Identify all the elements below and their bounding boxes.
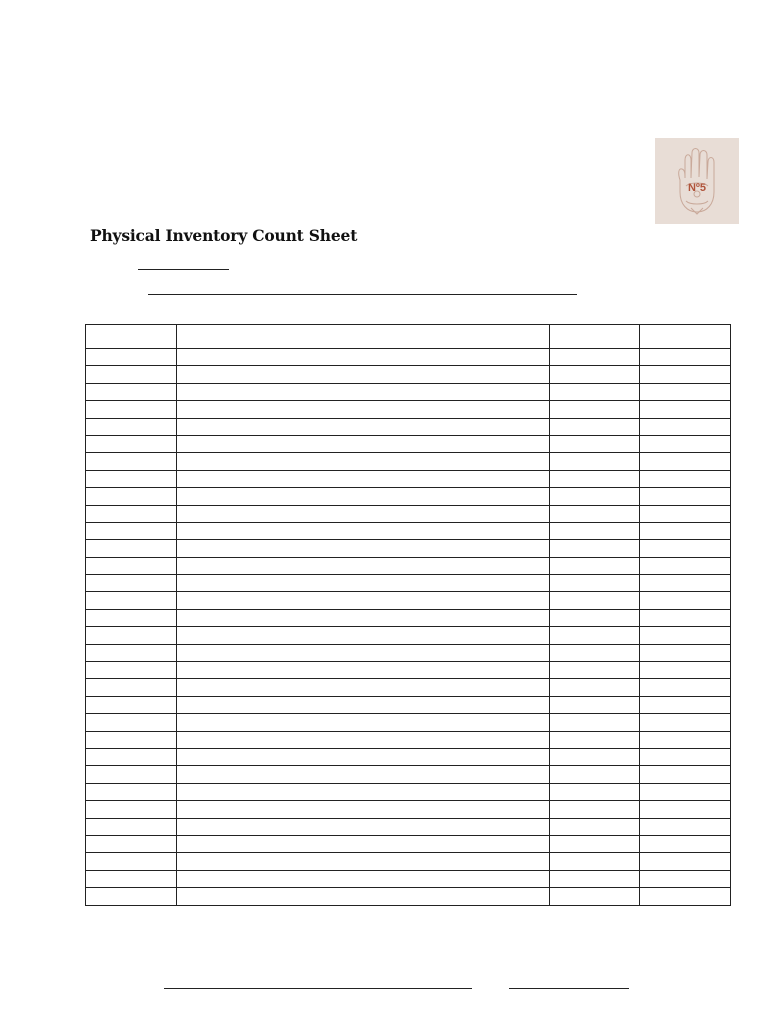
table-cell (86, 801, 177, 818)
table-cell (177, 801, 550, 818)
table-cell (640, 609, 731, 626)
signature-date-line (509, 988, 629, 989)
table-cell (86, 766, 177, 783)
table-cell (640, 575, 731, 592)
table-cell (86, 540, 177, 557)
table-cell (86, 679, 177, 696)
table-cell (86, 522, 177, 539)
table-cell (550, 540, 640, 557)
table-row (86, 714, 731, 731)
table-row (86, 575, 731, 592)
table-cell (177, 679, 550, 696)
table-row (86, 731, 731, 748)
table-cell (640, 540, 731, 557)
table-cell (640, 870, 731, 887)
inventory-table (85, 324, 731, 906)
table-cell (640, 453, 731, 470)
table-cell (177, 383, 550, 400)
table-cell (640, 835, 731, 852)
table-cell (640, 366, 731, 383)
table-cell (177, 853, 550, 870)
table-cell (86, 349, 177, 366)
table-cell (86, 505, 177, 522)
table-cell (86, 748, 177, 765)
table-cell (177, 696, 550, 713)
table-cell (86, 366, 177, 383)
table-row (86, 627, 731, 644)
table-cell (177, 783, 550, 800)
table-cell (177, 748, 550, 765)
table-cell (177, 453, 550, 470)
table-row (86, 540, 731, 557)
table-cell (550, 609, 640, 626)
table-cell (86, 325, 177, 349)
table-cell (177, 731, 550, 748)
table-cell (86, 696, 177, 713)
counted-by-signature-line (164, 988, 472, 989)
table-cell (550, 748, 640, 765)
table-row (86, 609, 731, 626)
table-cell (640, 801, 731, 818)
table-cell (640, 783, 731, 800)
table-cell (550, 714, 640, 731)
table-cell (177, 540, 550, 557)
table-cell (177, 835, 550, 852)
table-cell (86, 644, 177, 661)
table-cell (86, 835, 177, 852)
table-cell (86, 853, 177, 870)
table-cell (550, 679, 640, 696)
table-row (86, 783, 731, 800)
table-cell (86, 418, 177, 435)
table-cell (550, 662, 640, 679)
table-cell (640, 662, 731, 679)
table-row (86, 835, 731, 852)
table-row (86, 748, 731, 765)
table-cell (177, 505, 550, 522)
table-row (86, 470, 731, 487)
table-cell (640, 522, 731, 539)
table-row (86, 349, 731, 366)
table-cell (640, 470, 731, 487)
table-cell (550, 325, 640, 349)
table-cell (550, 575, 640, 592)
table-row (86, 505, 731, 522)
table-row (86, 453, 731, 470)
table-row (86, 818, 731, 835)
table-cell (550, 644, 640, 661)
table-cell (550, 853, 640, 870)
table-cell (640, 383, 731, 400)
table-cell (550, 835, 640, 852)
table-cell (550, 505, 640, 522)
table-cell (177, 644, 550, 661)
table-cell (86, 888, 177, 905)
table-cell (640, 766, 731, 783)
table-cell (640, 592, 731, 609)
table-cell (640, 401, 731, 418)
table-row (86, 488, 731, 505)
table-row (86, 870, 731, 887)
table-cell (550, 557, 640, 574)
table-cell (86, 383, 177, 400)
table-cell (640, 627, 731, 644)
table-cell (177, 325, 550, 349)
location-line (148, 294, 577, 295)
table-cell (177, 609, 550, 626)
logo-label: Nº5 (687, 182, 707, 194)
table-cell (550, 522, 640, 539)
table-row (86, 366, 731, 383)
table-cell (86, 470, 177, 487)
table-cell (86, 592, 177, 609)
table-row (86, 853, 731, 870)
table-cell (550, 418, 640, 435)
table-cell (86, 714, 177, 731)
table-cell (550, 470, 640, 487)
table-cell (177, 488, 550, 505)
table-cell (86, 453, 177, 470)
table-row (86, 888, 731, 905)
table-cell (177, 366, 550, 383)
table-cell (640, 888, 731, 905)
table-cell (177, 470, 550, 487)
table-cell (550, 731, 640, 748)
table-cell (550, 401, 640, 418)
table-cell (550, 592, 640, 609)
table-cell (640, 748, 731, 765)
table-cell (640, 818, 731, 835)
table-cell (550, 435, 640, 452)
table-row (86, 418, 731, 435)
table-cell (86, 731, 177, 748)
table-cell (640, 714, 731, 731)
table-cell (550, 453, 640, 470)
table-cell (177, 401, 550, 418)
table-header-row (86, 325, 731, 349)
table-cell (86, 609, 177, 626)
table-row (86, 522, 731, 539)
table-cell (177, 662, 550, 679)
table-cell (177, 522, 550, 539)
table-cell (640, 644, 731, 661)
table-cell (550, 766, 640, 783)
table-cell (640, 325, 731, 349)
table-cell (550, 383, 640, 400)
brand-logo (655, 138, 739, 224)
table-row (86, 383, 731, 400)
table-cell (550, 870, 640, 887)
table-cell (177, 888, 550, 905)
table-cell (550, 783, 640, 800)
table-cell (177, 818, 550, 835)
table-cell (640, 696, 731, 713)
table-cell (550, 888, 640, 905)
table-cell (640, 435, 731, 452)
table-cell (86, 818, 177, 835)
table-cell (177, 870, 550, 887)
table-cell (86, 627, 177, 644)
table-cell (640, 853, 731, 870)
table-cell (177, 627, 550, 644)
table-cell (86, 575, 177, 592)
table-cell (86, 870, 177, 887)
table-cell (86, 435, 177, 452)
table-cell (177, 575, 550, 592)
table-cell (177, 592, 550, 609)
table-cell (86, 557, 177, 574)
table-cell (640, 418, 731, 435)
table-row (86, 592, 731, 609)
table-cell (550, 488, 640, 505)
table-cell (640, 505, 731, 522)
table-cell (640, 679, 731, 696)
table-cell (177, 435, 550, 452)
table-row (86, 644, 731, 661)
table-cell (86, 401, 177, 418)
table-row (86, 766, 731, 783)
table-row (86, 435, 731, 452)
table-row (86, 679, 731, 696)
table-cell (86, 488, 177, 505)
table-cell (177, 557, 550, 574)
table-row (86, 557, 731, 574)
table-cell (177, 349, 550, 366)
table-cell (640, 557, 731, 574)
table-cell (640, 731, 731, 748)
table-cell (640, 349, 731, 366)
table-cell (177, 714, 550, 731)
table-cell (177, 418, 550, 435)
table-row (86, 662, 731, 679)
table-cell (550, 366, 640, 383)
table-cell (640, 488, 731, 505)
table-row (86, 401, 731, 418)
hamsa-hand-icon (655, 138, 739, 224)
table-cell (550, 818, 640, 835)
table-cell (550, 696, 640, 713)
table-cell (550, 349, 640, 366)
table-cell (86, 783, 177, 800)
table-row (86, 801, 731, 818)
date-line (138, 269, 229, 270)
table-cell (550, 801, 640, 818)
page-title: Physical Inventory Count Sheet (90, 226, 358, 245)
table-row (86, 696, 731, 713)
table-cell (86, 662, 177, 679)
table-cell (550, 627, 640, 644)
table-cell (177, 766, 550, 783)
